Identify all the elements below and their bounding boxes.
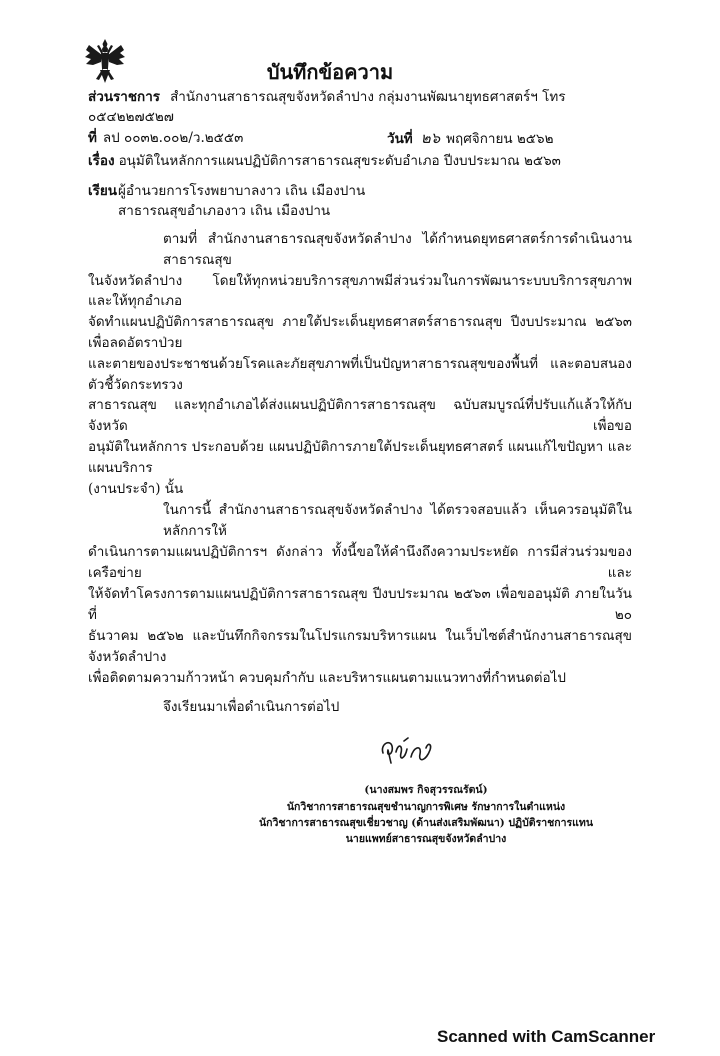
paragraph-line: เพื่อติดตามความก้าวหน้า ควบคุมกำกับ และบริหารแผนตามแนวทางที่กำหนดต่อไป [88,670,566,687]
date-month-year: พฤศจิกายน ๒๕๖๒ [446,131,554,147]
paragraph-line: จัดทำแผนปฏิบัติการสาธารณสุข ภายใต้ประเด็นยุทธศาสตร์สาธารณสุข ปีงบประมาณ ๒๕๖๓ เพื่อลดอัตราป่วย [88,314,632,351]
department-row [88,87,632,127]
closing-line: จึงเรียนมาเพื่อดำเนินการต่อไป [163,699,340,716]
number-label: ที่ [88,130,97,146]
paragraph-1 [88,229,632,499]
subject-row [88,151,632,171]
camscanner-watermark: Scanned with CamScanner [437,1027,656,1046]
memo-body [88,0,632,848]
date-label: วันที่ [387,131,413,147]
paragraph-line: ดำเนินการตามแผนปฏิบัติการฯ ดังกล่าว ทั้งนี้ขอให้คำนึงถึงความประหยัด การมีส่วนร่วมของเครือข่าย และ [88,544,632,582]
subject-value: อนุมัติในหลักการแผนปฏิบัติการสาธารณสุขระดับอำเภอ ปีงบประมาณ ๒๕๖๓ [118,153,561,169]
paragraph-line: ให้จัดทำโครงการตามแผนปฏิบัติการสาธารณสุข ปีงบประมาณ ๒๕๖๓ เพื่อขออนุมัติ ภายในวันที่ ๒๐ [88,586,632,624]
paragraph-2 [88,500,632,689]
handwritten-signature-icon [378,733,438,769]
document-number [88,128,387,149]
number-value: ลป ๐๐๓๒.๐๐๒/ว.๒๕๕๓ [102,130,244,146]
paragraph-line: ธันวาคม ๒๕๖๒ และบันทึกกิจกรรมในโปรแกรมบริหารแผน ในเว็บไซต์สำนักงานสาธารณสุขจังหวัดลำปาง [88,628,632,666]
signatory-name: (นางสมพร กิจสุวรรณรัตน์) [364,784,488,797]
salutation-label: เรียน [88,183,118,199]
department-label: ส่วนราชการ [88,89,161,105]
signatory-position: นักวิชาการสาธารณสุขเชี่ยวชาญ (ด้านส่งเสริมพัฒนา) ปฏิบัติราชการแทน [259,816,593,829]
recipient-line: ผู้อำนวยการโรงพยาบาลงาว เถิน เมืองปาน [118,183,366,199]
paragraph-line: ตามที่ สำนักงานสาธารณสุขจังหวัดลำปาง ได้กำหนดยุทธศาสตร์การดำเนินงานสาธารณสุข [163,231,632,268]
salutation-line [88,181,632,201]
recipient-line: สาธารณสุขอำเภองาว เถิน เมืองปาน [118,203,331,219]
document-date [387,128,553,149]
subject-label: เรื่อง [88,153,115,169]
signatory-position: นายแพทย์สาธารณสุขจังหวัดลำปาง [345,833,507,846]
department-value: สำนักงานสาธารณสุขจังหวัดลำปาง กลุ่มงานพัฒนายุทธศาสตร์ฯ โทร ๐๕๔๒๒๗๕๒๗ [88,89,566,125]
salutation [88,181,632,221]
paragraph-line: (งานประจำ) นั้น [88,480,184,497]
date-day-handwritten: ๒๖ [420,129,441,147]
signatory-position: นักวิชาการสาธารณสุขชำนาญการพิเศษ รักษาการในตำแหน่ง [286,800,566,813]
number-date-row [88,128,632,149]
signature [88,733,632,769]
memo-title: บันทึกข้อความ [266,60,394,84]
signatory-block [220,782,632,847]
paragraph-line: อนุมัติในหลักการ ประกอบด้วย แผนปฏิบัติการภายใต้ประเด็นยุทธศาสตร์ แผนแก้ไขปัญหา และแผนบริการ [88,438,632,476]
paragraph-line: ในจังหวัดลำปาง โดยให้ทุกหน่วยบริการสุขภาพมีส่วนร่วมในการพัฒนาระบบบริการสุขภาพ และให้ทุกอำเภอ [88,272,632,310]
paragraph-line: สาธารณสุข และทุกอำเภอได้ส่งแผนปฏิบัติการสาธารณสุข ฉบับสมบูรณ์ที่ปรับแก้แล้วให้กับจังหวัด เพื่อขอ [88,397,632,435]
paragraph-line: ในการนี้ สำนักงานสาธารณสุขจังหวัดลำปาง ได้ตรวจสอบแล้ว เห็นควรอนุมัติในหลักการให้ [163,502,632,540]
paragraph-line: และตายของประชาชนด้วยโรคและภัยสุขภาพที่เป็นปัญหาสาธารณสุขของพื้นที่ และตอบสนองตัวชี้วัดกระทรวง [88,355,632,393]
